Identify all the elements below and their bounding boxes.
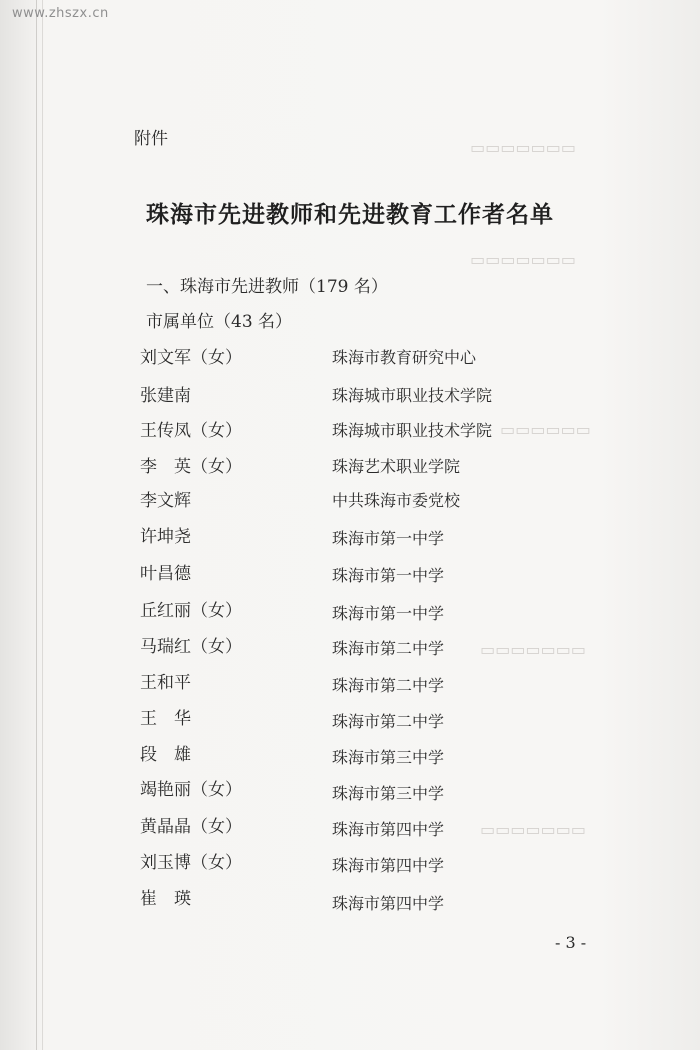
watermark: www.zhszx.cn <box>12 6 109 21</box>
person-name: 张建南 <box>140 386 191 406</box>
work-unit: 珠海城市职业技术学院 <box>332 386 493 405</box>
section-heading: 一、珠海市先进教师（179 名） <box>146 277 388 297</box>
person-name: 黄晶晶（女） <box>140 817 242 837</box>
work-unit: 珠海市第二中学 <box>332 639 445 658</box>
person-name: 段 雄 <box>140 745 191 765</box>
bleed-through-mark: ▭▭▭▭▭▭▭ <box>470 250 576 269</box>
work-unit: 珠海市第二中学 <box>332 676 445 695</box>
person-name: 李 英（女） <box>140 457 242 477</box>
work-unit: 珠海市教育研究中心 <box>332 348 477 367</box>
work-unit: 珠海艺术职业学院 <box>332 457 461 476</box>
work-unit: 珠海市第三中学 <box>332 784 445 803</box>
work-unit: 珠海城市职业技术学院 <box>332 421 493 440</box>
person-name: 丘红丽（女） <box>140 601 242 621</box>
person-name: 叶昌德 <box>140 564 191 584</box>
person-name: 王传凤（女） <box>140 421 242 441</box>
work-unit: 珠海市第四中学 <box>332 894 445 913</box>
attachment-label: 附件 <box>134 129 168 149</box>
bleed-through-mark: ▭▭▭▭▭▭▭ <box>480 640 586 659</box>
person-name: 王 华 <box>140 709 191 729</box>
work-unit: 珠海市第四中学 <box>332 820 445 839</box>
page-title: 珠海市先进教师和先进教育工作者名单 <box>146 201 554 228</box>
binding-line-inner <box>42 0 43 1050</box>
person-name: 刘文军（女） <box>140 348 242 368</box>
work-unit: 中共珠海市委党校 <box>332 491 461 510</box>
bleed-through-mark: ▭▭▭▭▭▭▭ <box>470 138 576 157</box>
person-name: 王和平 <box>140 673 191 693</box>
binding-line <box>36 0 37 1050</box>
person-name: 刘玉博（女） <box>140 853 242 873</box>
page-number: - 3 - <box>555 933 587 952</box>
person-name: 崔 瑛 <box>140 889 191 909</box>
work-unit: 珠海市第一中学 <box>332 566 445 585</box>
work-unit: 珠海市第二中学 <box>332 712 445 731</box>
person-name: 竭艳丽（女） <box>140 780 242 800</box>
work-unit: 珠海市第一中学 <box>332 604 445 623</box>
subsection-heading: 市属单位（43 名） <box>146 312 293 332</box>
work-unit: 珠海市第三中学 <box>332 748 445 767</box>
person-name: 马瑞红（女） <box>140 637 242 657</box>
person-name: 许坤尧 <box>140 527 191 547</box>
bleed-through-mark: ▭▭▭▭▭▭▭ <box>480 820 586 839</box>
work-unit: 珠海市第四中学 <box>332 856 445 875</box>
person-name: 李文辉 <box>140 491 191 511</box>
bleed-through-mark: ▭▭▭▭▭▭ <box>500 420 591 439</box>
work-unit: 珠海市第一中学 <box>332 529 445 548</box>
